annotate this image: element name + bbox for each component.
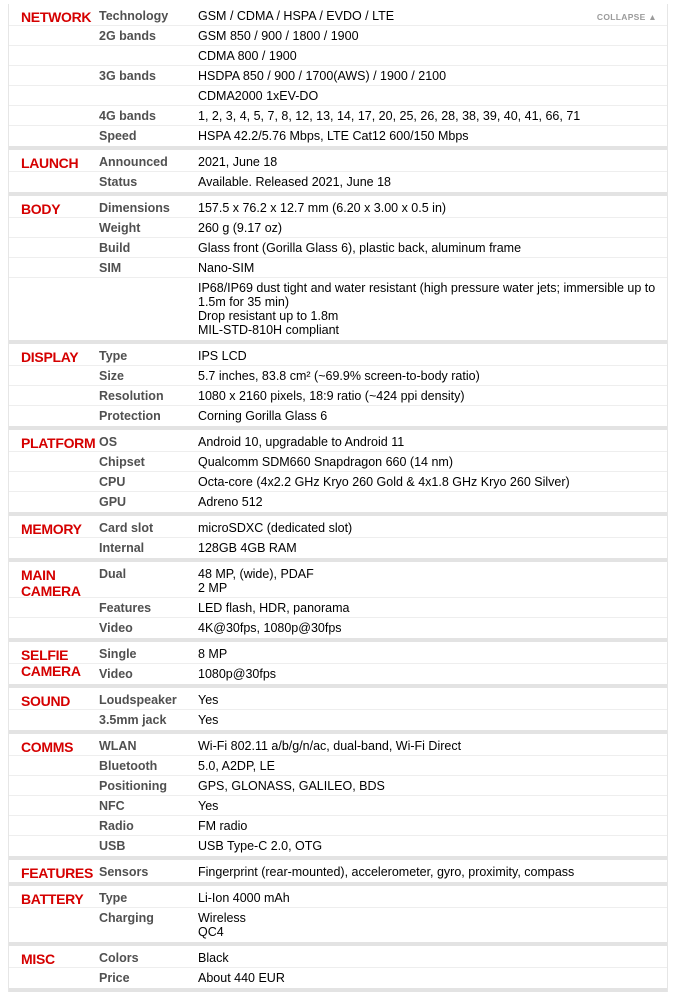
spec-value [198, 862, 667, 881]
spec-value-line: GSM / CDMA / HSPA / EVDO / LTE [198, 9, 395, 23]
spec-value [198, 26, 667, 45]
spec-row [9, 948, 667, 968]
spec-value-line: Yes [198, 693, 219, 707]
spec-row [9, 776, 667, 796]
spec-value [198, 908, 667, 941]
spec-label[interactable]: Dual [99, 567, 127, 581]
spec-value-line: 5.7 inches, 83.8 cm² (~69.9% screen-to-body ratio) [198, 369, 480, 383]
spec-row [9, 598, 667, 618]
spec-row [9, 492, 667, 511]
spec-section-battery [9, 886, 667, 946]
spec-value [198, 888, 667, 907]
spec-value [198, 126, 667, 145]
spec-section-display [9, 344, 667, 430]
spec-value [198, 948, 667, 967]
spec-row [9, 406, 667, 425]
spec-value [198, 664, 667, 683]
spec-row [9, 564, 667, 598]
spec-value-line: Corning Gorilla Glass 6 [198, 409, 328, 423]
collapse-icon: ▲ [648, 12, 657, 22]
spec-section-misc [9, 946, 667, 992]
spec-value [198, 238, 667, 257]
spec-value-line: Glass front (Gorilla Glass 6), plastic back, aluminum frame [198, 241, 522, 255]
spec-label[interactable]: Size [99, 369, 125, 383]
section-title[interactable]: MAIN CAMERA [21, 567, 81, 599]
spec-label[interactable]: Bluetooth [99, 759, 158, 773]
spec-value-line: 2 MP [198, 581, 228, 595]
spec-row [9, 888, 667, 908]
spec-value-line: GSM 850 / 900 / 1800 / 1900 [198, 29, 359, 43]
spec-value-line: CDMA 800 / 1900 [198, 49, 297, 63]
spec-row [9, 346, 667, 366]
spec-value-line: Black [198, 951, 229, 965]
spec-label[interactable]: USB [99, 839, 126, 853]
spec-row [9, 690, 667, 710]
spec-value [198, 710, 667, 729]
spec-value [198, 756, 667, 775]
specs-table [8, 4, 668, 992]
spec-label [99, 46, 197, 65]
spec-row [9, 452, 667, 472]
spec-label[interactable]: Status [99, 175, 138, 189]
spec-value-line: 1080p@30fps [198, 667, 277, 681]
spec-row [9, 106, 667, 126]
spec-label[interactable]: Colors [99, 951, 139, 965]
spec-value [198, 538, 667, 557]
spec-value [198, 198, 667, 217]
spec-label[interactable]: Single [99, 647, 137, 661]
spec-value [198, 278, 667, 339]
section-title[interactable]: MEMORY [21, 521, 82, 537]
spec-label[interactable]: NFC [99, 799, 125, 813]
section-title[interactable]: SELFIE CAMERA [21, 647, 81, 679]
spec-value-line: FM radio [198, 819, 248, 833]
spec-label[interactable]: Speed [99, 129, 137, 143]
spec-value-line: 2021, June 18 [198, 155, 278, 169]
spec-sections [9, 4, 667, 992]
spec-label[interactable]: OS [99, 435, 118, 449]
spec-label[interactable]: Video [99, 667, 133, 681]
spec-value [198, 518, 667, 537]
spec-row [9, 278, 667, 339]
spec-value [198, 598, 667, 617]
spec-value-line: Fingerprint (rear-mounted), accelerometer, gyro, proximity, compass [198, 865, 575, 879]
spec-value-line: microSDXC (dedicated slot) [198, 521, 353, 535]
spec-row [9, 172, 667, 191]
spec-value-line: Yes [198, 713, 219, 727]
spec-value [198, 432, 667, 451]
spec-value [198, 736, 667, 755]
spec-section-features [9, 860, 667, 886]
spec-section-selfie-camera [9, 642, 667, 688]
spec-value-line: Nano-SIM [198, 261, 255, 275]
spec-section-body [9, 196, 667, 344]
spec-value-line: 128GB 4GB RAM [198, 541, 297, 555]
spec-label [99, 278, 197, 339]
spec-value-line: Wireless [198, 911, 246, 925]
spec-label[interactable]: 2G bands [99, 29, 156, 43]
spec-label[interactable]: Loudspeaker [99, 693, 177, 707]
spec-label[interactable]: Build [99, 241, 131, 255]
spec-value [198, 46, 667, 65]
spec-row [9, 816, 667, 836]
spec-value [198, 172, 667, 191]
spec-value-line: Qualcomm SDM660 Snapdragon 660 (14 nm) [198, 455, 453, 469]
spec-value [198, 66, 667, 85]
spec-label[interactable]: Video [99, 621, 133, 635]
spec-section-comms [9, 734, 667, 860]
spec-value-line: Wi-Fi 802.11 a/b/g/n/ac, dual-band, Wi-Fi Direct [198, 739, 462, 753]
spec-value-line: QC4 [198, 925, 224, 939]
spec-label[interactable]: Price [99, 971, 130, 985]
spec-row [9, 66, 667, 86]
spec-value [198, 346, 667, 365]
spec-value-line: 157.5 x 76.2 x 12.7 mm (6.20 x 3.00 x 0.5 in) [198, 201, 447, 215]
spec-label[interactable]: GPU [99, 495, 127, 509]
spec-value [198, 618, 667, 637]
spec-value [198, 796, 667, 815]
section-title[interactable]: BATTERY [21, 891, 84, 907]
spec-label[interactable]: Type [99, 891, 128, 905]
section-title[interactable]: FEATURES [21, 865, 94, 881]
spec-value [198, 816, 667, 835]
spec-value-line: USB Type-C 2.0, OTG [198, 839, 323, 853]
spec-row [9, 386, 667, 406]
spec-row [9, 618, 667, 637]
spec-value-line: HSPA 42.2/5.76 Mbps, LTE Cat12 600/150 Mbps [198, 129, 469, 143]
spec-value-line: Yes [198, 799, 219, 813]
spec-row [9, 126, 667, 145]
spec-label[interactable]: Weight [99, 221, 141, 235]
spec-row [9, 968, 667, 987]
spec-value-line: 8 MP [198, 647, 228, 661]
spec-label[interactable]: 4G bands [99, 109, 156, 123]
spec-label[interactable]: Protection [99, 409, 161, 423]
spec-label[interactable]: SIM [99, 261, 122, 275]
spec-value-line: Octa-core (4x2.2 GHz Kryo 260 Gold & 4x1.8 GHz Kryo 260 Silver) [198, 475, 570, 489]
spec-label[interactable]: Dimensions [99, 201, 170, 215]
spec-label[interactable]: Chipset [99, 455, 145, 469]
spec-row [9, 238, 667, 258]
spec-label[interactable]: Card slot [99, 521, 154, 535]
spec-row [9, 736, 667, 756]
spec-value [198, 366, 667, 385]
spec-row [9, 198, 667, 218]
spec-row [9, 518, 667, 538]
spec-row [9, 908, 667, 941]
spec-value-line: 5.0, A2DP, LE [198, 759, 275, 773]
spec-section-launch [9, 150, 667, 196]
spec-value-line: 1080 x 2160 pixels, 18:9 ratio (~424 ppi density) [198, 389, 465, 403]
spec-label[interactable]: Features [99, 601, 152, 615]
spec-value-line: 1, 2, 3, 4, 5, 7, 8, 12, 13, 14, 17, 20, 25, 26, 28, 38, 39, 40, 41, 66, 71 [198, 109, 581, 123]
spec-row [9, 432, 667, 452]
section-title[interactable]: PLATFORM [21, 435, 96, 451]
spec-section-sound [9, 688, 667, 734]
spec-row [9, 710, 667, 729]
spec-label[interactable]: Technology [99, 9, 169, 23]
section-title[interactable]: DISPLAY [21, 349, 79, 365]
spec-value [198, 776, 667, 795]
spec-value-line: Drop resistant up to 1.8m [198, 309, 339, 323]
spec-value [198, 836, 667, 855]
spec-row [9, 366, 667, 386]
spec-value [198, 106, 667, 125]
spec-label[interactable]: WLAN [99, 739, 137, 753]
spec-value [198, 406, 667, 425]
spec-section-platform [9, 430, 667, 516]
spec-row [9, 836, 667, 855]
section-title[interactable]: SOUND [21, 693, 71, 709]
spec-label[interactable]: 3G bands [99, 69, 156, 83]
spec-row [9, 46, 667, 66]
section-title[interactable]: MISC [21, 951, 55, 967]
spec-value [198, 690, 667, 709]
spec-value [198, 452, 667, 471]
spec-value-line: IPS LCD [198, 349, 247, 363]
spec-value-line: 4K@30fps, 1080p@30fps [198, 621, 342, 635]
spec-row [9, 152, 667, 172]
spec-row [9, 218, 667, 238]
spec-value-line: Li-Ion 4000 mAh [198, 891, 290, 905]
spec-value [198, 152, 667, 171]
spec-row [9, 258, 667, 278]
spec-value-line: CDMA2000 1xEV-DO [198, 89, 319, 103]
spec-value [198, 564, 667, 597]
spec-value-line: About 440 EUR [198, 971, 285, 985]
spec-section-memory [9, 516, 667, 562]
spec-label[interactable]: Sensors [99, 865, 149, 879]
spec-row [9, 86, 667, 106]
spec-value-line: Android 10, upgradable to Android 11 [198, 435, 405, 449]
spec-value [198, 86, 667, 105]
spec-label[interactable]: 3.5mm jack [99, 713, 167, 727]
spec-value-line: 260 g (9.17 oz) [198, 221, 283, 235]
spec-row [9, 756, 667, 776]
spec-value-line: Available. Released 2021, June 18 [198, 175, 391, 189]
spec-value [198, 968, 667, 987]
spec-label[interactable]: Announced [99, 155, 168, 169]
spec-label[interactable]: Resolution [99, 389, 164, 403]
spec-row [9, 862, 667, 881]
spec-value-line: 48 MP, (wide), PDAF [198, 567, 314, 581]
spec-row [9, 644, 667, 664]
spec-value [198, 472, 667, 491]
spec-row [9, 538, 667, 557]
spec-value [198, 492, 667, 511]
spec-value-line: IP68/IP69 dust tight and water resistant (high pressure water jets; immersible up to 1.5m for 35 min) [198, 281, 656, 309]
spec-value [198, 218, 667, 237]
spec-label[interactable]: Internal [99, 541, 145, 555]
spec-label[interactable]: CPU [99, 475, 126, 489]
section-title[interactable]: BODY [21, 201, 61, 217]
collapse-label: COLLAPSE [596, 12, 646, 22]
section-title[interactable]: COMMS [21, 739, 74, 755]
spec-label[interactable]: Radio [99, 819, 134, 833]
spec-value [198, 6, 667, 25]
spec-label [99, 86, 197, 105]
spec-row [9, 664, 667, 683]
spec-value-line: LED flash, HDR, panorama [198, 601, 350, 615]
spec-value-line: GPS, GLONASS, GALILEO, BDS [198, 779, 385, 793]
spec-row [9, 796, 667, 816]
spec-row [9, 26, 667, 46]
spec-value-line: HSDPA 850 / 900 / 1700(AWS) / 1900 / 2100 [198, 69, 447, 83]
spec-label[interactable]: Positioning [99, 779, 168, 793]
spec-value [198, 386, 667, 405]
spec-value [198, 644, 667, 663]
spec-value [198, 258, 667, 277]
spec-row [9, 6, 667, 26]
spec-label[interactable]: Type [99, 349, 128, 363]
section-title[interactable]: NETWORK [21, 9, 92, 25]
spec-label[interactable]: Charging [99, 911, 154, 925]
spec-value-line: MIL-STD-810H compliant [198, 323, 340, 337]
spec-value-line: Adreno 512 [198, 495, 263, 509]
spec-row [9, 472, 667, 492]
spec-section-network [9, 4, 667, 150]
spec-section-main-camera [9, 562, 667, 642]
section-title[interactable]: LAUNCH [21, 155, 79, 171]
